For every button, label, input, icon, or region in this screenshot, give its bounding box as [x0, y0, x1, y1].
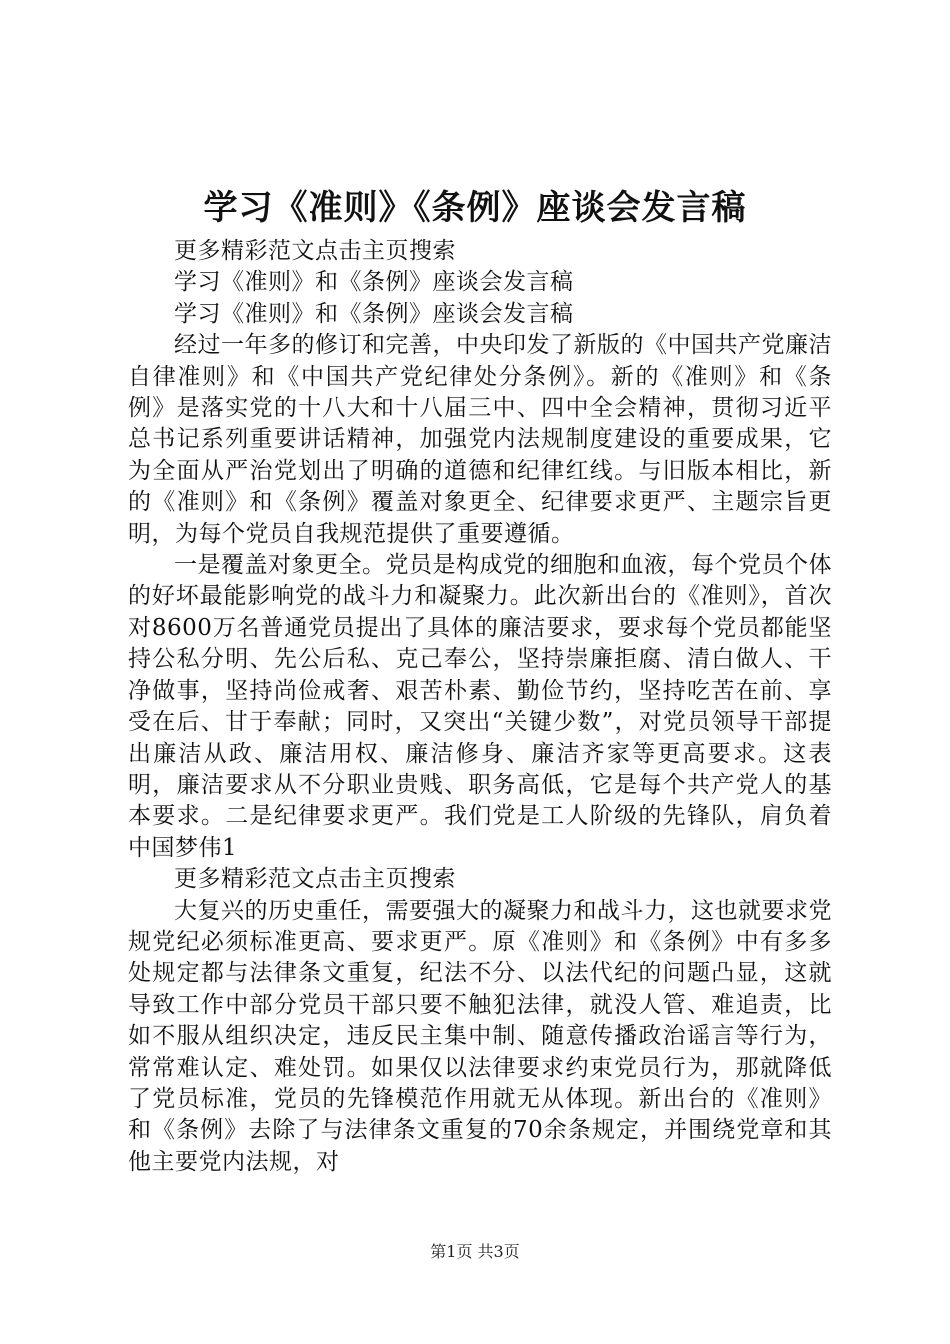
body-paragraph: 经过一年多的修订和完善，中央印发了新版的《中国共产党廉洁自律准则》和《中国共产党纪律处分条例》。新的《准则》和《条例》是落实党的十八大和十八届三中、四中全会精神，贯彻习近平总书记系列重要讲话精神，加强党内法规制度建设的重要成果，它为全面从严治党划出了明确的道德和纪律红线。与旧版本相比，新的《准则》和《条例》覆盖对象更全、纪律要求更严、主题宗旨更明，为每个党员自我规范提供了重要遵循。 [128, 332, 832, 547]
body-paragraph: 更多精彩范文点击主页搜索 [174, 238, 456, 264]
body-paragraph: 学习《准则》和《条例》座谈会发言稿 [174, 300, 574, 327]
body-paragraph: 大复兴的历史重任，需要强大的凝聚力和战斗力，这也就要求党规党纪必须标准更高、要求更严。原《准则》和《条例》中有多多处规定都与法律条文重复，纪法不分、以法代纪的问题凸显，这就导致工作中部分党员干部只要不触犯法律，就没人管、难追责，比如不服从组织决定，违反民主集中制、随意传播政治谣言等行为，常常难认定、难处罚。如果仅以法律要求约束党员行为，那就降低了党员标准，党员的先锋模范作用就无从体现。新出台的《准则》和《条例》去除了与法律条文重复的70余条规定，并围绕党章和其他主要党内法规，对 [128, 897, 832, 1175]
body-paragraph: 一是覆盖对象更全。党员是构成党的细胞和血液，每个党员个体的好坏最能影响党的战斗力和凝聚力。此次新出台的《准则》，首次对8600万名普通党员提出了具体的廉洁要求，要求每个党员都能坚持公私分明、先公后私、克己奉公，坚持崇廉拒腐、清白做人、干净做事，坚持尚俭戒奢、艰苦朴素、勤俭节约，坚持吃苦在前、享受在后、甘于奉献；同时，又突出“关键少数”，对党员领导干部提出廉洁从政、廉洁用权、廉洁修身、廉洁齐家等更高要求。这表明，廉洁要求从不分职业贵贱、职务高低，它是每个共产党人的基本要求。二是纪律要求更严。我们党是工人阶级的先锋队，肩负着中国梦伟1 [128, 552, 832, 861]
body-paragraph: 更多精彩范文点击主页搜索 [174, 866, 456, 893]
page-number-footer: 第1页 共3页 [430, 1242, 520, 1261]
body-paragraph: 学习《准则》和《条例》座谈会发言稿 [174, 269, 574, 296]
document-body [128, 236, 832, 1178]
document-title: 学习《准则》《条例》座谈会发言稿 [203, 188, 747, 228]
